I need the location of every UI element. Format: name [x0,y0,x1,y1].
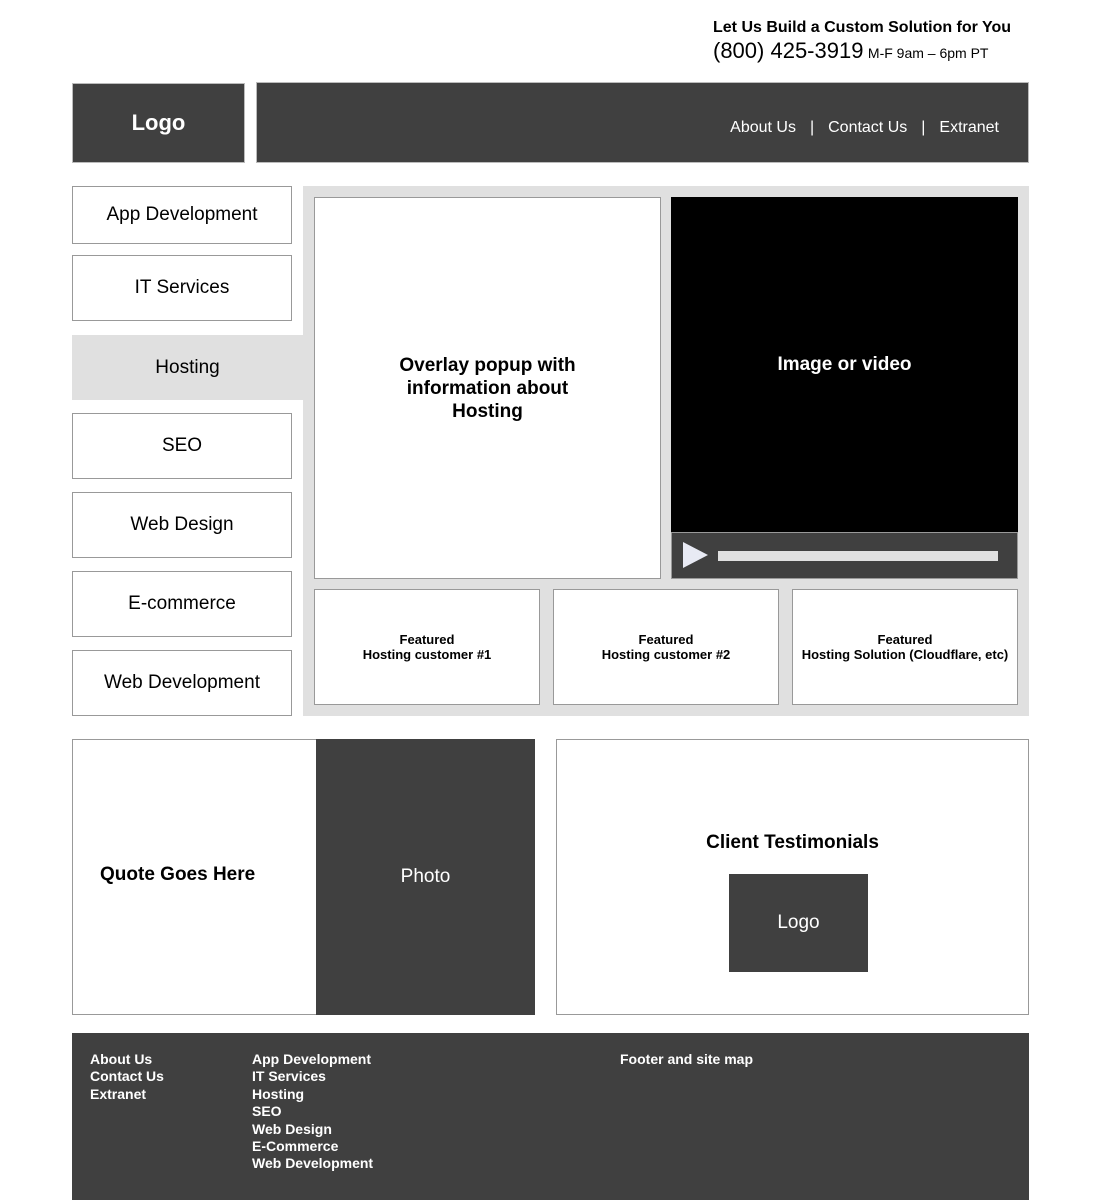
footer-col-company [90,1051,164,1103]
overlay-text: Overlay popup with [399,354,576,376]
featured-label: Featured [399,632,455,647]
footer-link-about-us[interactable]: About Us [90,1051,153,1067]
sidebar-item-e-commerce[interactable]: E-commerce [72,571,292,637]
overlay-text: Hosting [452,400,523,422]
featured-customer-2[interactable] [553,589,779,705]
header-tagline: Let Us Build a Custom Solution for You [713,19,1012,36]
play-icon[interactable] [683,542,708,568]
nav-contact-us[interactable]: Contact Us [828,118,908,136]
logo-text: Logo [131,110,186,135]
quote-section [72,739,535,1015]
featured-title: Hosting customer #1 [362,647,492,662]
header-contact [713,38,989,64]
testimonials-title: Client Testimonials [706,832,879,853]
footer-link-hosting[interactable]: Hosting [252,1085,305,1102]
top-nav [256,82,1029,163]
overlay-text: information about [406,377,569,399]
featured-title: Hosting customer #2 [601,647,731,662]
progress-bar[interactable] [718,551,998,561]
featured-customer-1[interactable] [314,589,540,705]
footer-link-extranet[interactable]: Extranet [90,1085,147,1102]
footer [72,1033,1029,1200]
sidebar-item-hosting[interactable]: Hosting [72,335,303,400]
video-player[interactable] [671,197,1018,579]
featured-title: Hosting Solution (Cloudflare, etc) [801,647,1009,662]
footer-link-seo[interactable]: SEO [252,1103,282,1120]
phone-number[interactable]: (800) 425-3919 [713,38,864,63]
overlay-popup [314,197,661,579]
sidebar-item-web-design[interactable]: Web Design [72,492,292,558]
sidebar-item-it-services[interactable]: IT Services [72,255,292,321]
business-hours: M-F 9am – 6pm PT [867,45,989,61]
photo-label: Photo [400,866,451,887]
client-logo[interactable] [729,874,868,972]
footer-col-services [252,1051,373,1173]
testimonials-section [556,739,1029,1015]
nav-about-us[interactable]: About Us [730,118,796,136]
nav-extranet[interactable]: Extranet [939,118,999,136]
sidebar-item-app-development[interactable]: App Development [72,186,292,244]
sidebar-item-web-development[interactable]: Web Development [72,650,292,716]
featured-label: Featured [877,632,933,647]
nav-separator: | [809,118,815,136]
client-logo-text: Logo [777,912,820,933]
photo-placeholder [316,739,535,1015]
footer-link-it-services[interactable]: IT Services [252,1068,326,1085]
footer-link-app-development[interactable]: App Development [252,1051,372,1067]
nav-separator: | [921,118,926,136]
media-label: Image or video [777,353,912,375]
logo[interactable] [72,83,245,163]
footer-link-web-development[interactable]: Web Development [252,1155,374,1172]
video-controls [671,532,1018,579]
footer-sitemap-label: Footer and site map [620,1051,754,1067]
featured-solution[interactable] [792,589,1018,705]
footer-link-e-commerce[interactable]: E-Commerce [252,1138,339,1155]
footer-link-contact-us[interactable]: Contact Us [90,1068,164,1085]
quote-text: Quote Goes Here [100,864,256,885]
sidebar-item-seo[interactable]: SEO [72,413,292,479]
footer-link-web-design[interactable]: Web Design [252,1120,332,1137]
featured-label: Featured [638,632,694,647]
